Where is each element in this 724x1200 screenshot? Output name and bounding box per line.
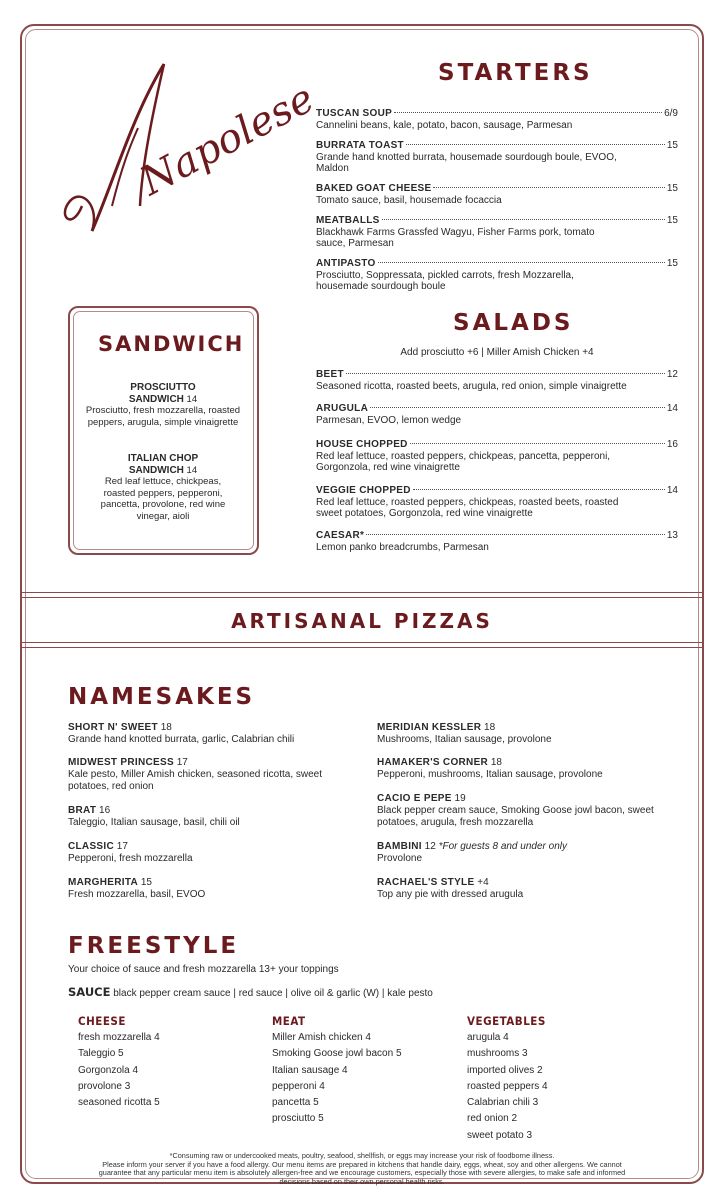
- topping-item: sweet potato 3: [467, 1129, 533, 1141]
- pizza-item: CACIO E PEPE 19 Black pepper cream sauce, Smoking Goose jowl bacon, sweet potatoes, arugula, fresh mozzarella: [377, 793, 654, 828]
- kids-note: *For guests 8 and under only: [438, 841, 567, 852]
- sandwich-item: PROSCIUTTO SANDWICH 14 Prosciutto, fresh mozzarella, roasted peppers, arugula, simple vinaigrette: [85, 382, 241, 428]
- topping-item: imported olives 2: [467, 1064, 543, 1076]
- topping-item: provolone 3: [78, 1080, 131, 1092]
- topping-item: fresh mozzarella 4: [78, 1032, 160, 1043]
- topping-item: Taleggio 5: [78, 1048, 124, 1060]
- topping-item: pancetta 5: [272, 1097, 319, 1109]
- pizza-item: MERIDIAN KESSLER 18 Mushrooms, Italian sausage, provolone: [377, 722, 552, 745]
- divider: [21, 597, 703, 598]
- topping-item: prosciutto 5: [272, 1113, 324, 1125]
- starter-item: BAKED GOAT CHEESE 15 Tomato sauce, basil, housemade focaccia: [316, 183, 678, 206]
- cheese-title: CHEESE: [78, 1014, 126, 1028]
- allergen-disclaimer: [90, 1152, 634, 1186]
- pizza-item: HAMAKER'S CORNER 18 Pepperoni, mushrooms, Italian sausage, provolone: [377, 757, 603, 780]
- starters-title: STARTERS: [438, 60, 593, 86]
- sauce-options: black pepper cream sauce | red sauce | olive oil & garlic (W) | kale pesto: [113, 988, 433, 999]
- starter-item: BURRATA TOAST 15 Grande hand knotted burrata, housemade sourdough boule, EVOO, Maldon: [316, 140, 678, 174]
- logo-text: Napolese: [133, 75, 322, 205]
- sandwich-item: ITALIAN CHOP SANDWICH 14 Red leaf lettuce, chickpeas, roasted peppers, pepperoni, pancetta, provolone, red wine vinegar, aioli: [100, 453, 226, 522]
- topping-item: Miller Amish chicken 4: [272, 1032, 371, 1043]
- pizza-item: MIDWEST PRINCESS 17 Kale pesto, Miller Amish chicken, seasoned ricotta, sweet potatoes, red onion: [68, 757, 323, 792]
- sauce-label: SAUCE: [68, 985, 111, 999]
- napolese-logo: [52, 56, 322, 256]
- salad-item: VEGGIE CHOPPED 14 Red leaf lettuce, roasted peppers, chickpeas, roasted beets, roasted sweet potatoes, Gorgonzola, red wine vinaigrette: [316, 485, 678, 519]
- divider: [21, 642, 703, 643]
- pizza-item: CLASSIC 17 Pepperoni, fresh mozzarella: [68, 841, 193, 864]
- starter-item: MEATBALLS 15 Blackhawk Farms Grassfed Wagyu, Fisher Farms pork, tomato sauce, Parmesan: [316, 215, 678, 249]
- salad-item: ARUGULA 14 Parmesan, EVOO, lemon wedge: [316, 403, 678, 426]
- topping-item: Italian sausage 4: [272, 1064, 348, 1076]
- pizza-item: BAMBINI 12 *For guests 8 and under only Provolone: [377, 841, 567, 864]
- disclaimer-line-2: Please inform your server if you have a food allergy. Our menu items are prepared in kitchens that handle dairy, eggs, wheat, soy and other allergens. We cannot guarantee that any particular menu item is absolutely allergen-free and we encourage customers, especially those with severe allergies, to make safe and informed decisions based on their own personal health risks.: [98, 1159, 626, 1186]
- sauce-line: [68, 986, 668, 1000]
- topping-item: arugula 4: [467, 1032, 509, 1043]
- divider: [21, 647, 703, 648]
- freestyle-title: FREESTYLE: [68, 933, 240, 959]
- meat-list: [272, 1030, 462, 1128]
- pizza-item: RACHAEL'S STYLE +4 Top any pie with dressed arugula: [377, 877, 524, 900]
- vegetables-title: VEGETABLES: [467, 1014, 546, 1028]
- pizza-item: BRAT 16 Taleggio, Italian sausage, basil, chili oil: [68, 805, 240, 828]
- meat-title: MEAT: [272, 1014, 306, 1028]
- vegetables-list: [467, 1030, 647, 1144]
- topping-item: mushrooms 3: [467, 1048, 528, 1060]
- freestyle-intro: Your choice of sauce and fresh mozzarella 13+ your toppings: [68, 964, 339, 975]
- starter-item: TUSCAN SOUP 6/9 Cannelini beans, kale, potato, bacon, sausage, Parmesan: [316, 108, 678, 131]
- topping-item: red onion 2: [467, 1113, 518, 1125]
- topping-item: pepperoni 4: [272, 1080, 325, 1092]
- namesakes-title: NAMESAKES: [68, 684, 256, 710]
- salad-item: CAESAR* 13 Lemon panko breadcrumbs, Parmesan: [316, 530, 678, 553]
- topping-item: Gorgonzola 4: [78, 1064, 139, 1076]
- pizzas-title: ARTISANAL PIZZAS: [231, 609, 493, 633]
- topping-item: roasted peppers 4: [467, 1080, 548, 1092]
- pizza-item: SHORT N' SWEET 18 Grande hand knotted burrata, garlic, Calabrian chili: [68, 722, 295, 745]
- topping-item: Calabrian chili 3: [467, 1097, 539, 1109]
- salads-addons: Add prosciutto +6 | Miller Amish Chicken +4: [400, 347, 594, 358]
- sandwich-title: SANDWICH: [98, 332, 245, 356]
- topping-item: seasoned ricotta 5: [78, 1097, 160, 1109]
- starter-item: ANTIPASTO 15 Prosciutto, Soppressata, pickled carrots, fresh Mozzarella, housemade sourdough boule: [316, 258, 678, 292]
- divider: [21, 592, 703, 593]
- cheese-list: [78, 1030, 258, 1111]
- salad-item: BEET 12 Seasoned ricotta, roasted beets, arugula, red onion, simple vinaigrette: [316, 369, 678, 392]
- salad-item: HOUSE CHOPPED 16 Red leaf lettuce, roasted peppers, chickpeas, pancetta, pepperoni, Gorgonzola, red wine vinaigrette: [316, 439, 678, 473]
- salads-title: SALADS: [453, 310, 574, 336]
- disclaimer-line-1: *Consuming raw or undercooked meats, poultry, seafood, shellfish, or eggs may increase your risk of foodborne illness.: [169, 1151, 555, 1160]
- topping-item: Smoking Goose jowl bacon 5: [272, 1048, 402, 1060]
- pizza-item: MARGHERITA 15 Fresh mozzarella, basil, EVOO: [68, 877, 206, 900]
